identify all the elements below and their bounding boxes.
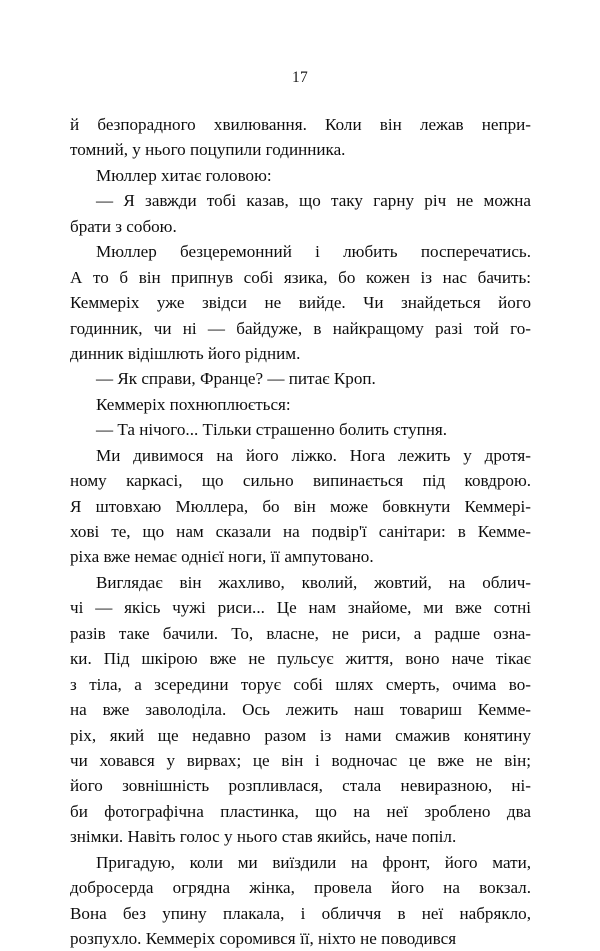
text-line: хові те, що нам сказали на подвір'ї санітари: в Кемме- xyxy=(70,522,531,541)
paragraph xyxy=(70,850,531,951)
text-line: годинник, чи ні — байдуже, в найкращому разі той го- xyxy=(70,318,531,338)
paragraph xyxy=(70,570,531,850)
text-line: — Я завжди тобі казав, що таку гарну річ не можна xyxy=(96,191,531,211)
text-line: Ми дивимося на його ліжко. Нога лежить у дротя- xyxy=(96,445,531,465)
text-line: Кеммеріх похнюплюється: xyxy=(96,394,291,414)
text-line: чи ховався у вирвах; це він і водночас це вже не він; xyxy=(70,750,531,770)
paragraph xyxy=(70,366,531,391)
text-line: знімки. Навіть голос у нього став якийсь, наче попіл. xyxy=(70,827,457,847)
text-line: й безпорадного хвилювання. Коли він лежав непри- xyxy=(70,115,531,134)
paragraph xyxy=(70,188,531,239)
text-line: на вже заволоділа. Ось лежить наш товариш Кемме- xyxy=(70,700,531,720)
text-line: разів таке бачили. То, власне, не риси, а радше озна- xyxy=(70,623,531,643)
page-number: 17 xyxy=(292,69,308,86)
text-line: ному каркасі, що сильно випинається під ковдрою. xyxy=(70,471,531,491)
text-line: його зовнішність розпливлася, стала невиразною, ні- xyxy=(70,776,531,796)
text-line: Я штовхаю Мюллера, бо він може бовкнути Кеммері- xyxy=(70,496,531,516)
text-line: Мюллер безцеремонний і любить посперечатись. xyxy=(96,242,531,262)
text-line: з тіла, а зсередини торує собі шлях смерть, очима во- xyxy=(70,674,531,694)
text-line: Виглядає він жахливо, кволий, жовтий, на облич- xyxy=(96,572,531,592)
paragraph xyxy=(70,443,531,570)
text-line: Кеммеріх уже звідси не вийде. Чи знайдеться його xyxy=(70,293,531,313)
text-line: Вона без упину плакала, і обличчя в неї набрякло, xyxy=(70,903,531,923)
text-line: би фотографічна пластинка, що на неї зроблено два xyxy=(70,801,531,821)
body-text-column xyxy=(70,112,531,951)
text-line: добросерда огрядна жінка, провела його на вокзал. xyxy=(70,878,531,898)
text-line: Мюллер хитає головою: xyxy=(96,165,272,185)
text-line: А то б він припнув собі язика, бо кожен із нас бачить: xyxy=(70,267,531,287)
text-line: томний, у нього поцупили годинника. xyxy=(70,140,346,160)
text-line: — Як справи, Франце? — питає Кроп. xyxy=(96,369,376,389)
paragraph xyxy=(70,112,531,163)
text-line: чі — якісь чужі риси... Це нам знайоме, ми вже сотні xyxy=(70,598,531,618)
text-line: ріха вже немає однієї ноги, її ампутовано. xyxy=(70,547,374,567)
text-line: — Та нічого... Тільки страшенно болить ступня. xyxy=(96,420,448,440)
text-line: розпухло. Кеммеріх соромився її, ніхто не поводився xyxy=(70,929,457,948)
text-line: брати з собою. xyxy=(70,216,177,236)
paragraph xyxy=(70,163,531,188)
text-line: Пригадую, коли ми виїздили на фронт, його мати, xyxy=(96,852,531,872)
text-line: ки. Під шкірою вже не пульсує життя, воно наче тікає xyxy=(70,649,531,669)
paragraph xyxy=(70,239,531,366)
paragraph xyxy=(70,417,531,442)
paragraph xyxy=(70,392,531,417)
text-line: ріх, який ще недавно разом із нами смажив конятину xyxy=(70,725,531,745)
text-line: динник відішлють його рідним. xyxy=(70,343,301,363)
